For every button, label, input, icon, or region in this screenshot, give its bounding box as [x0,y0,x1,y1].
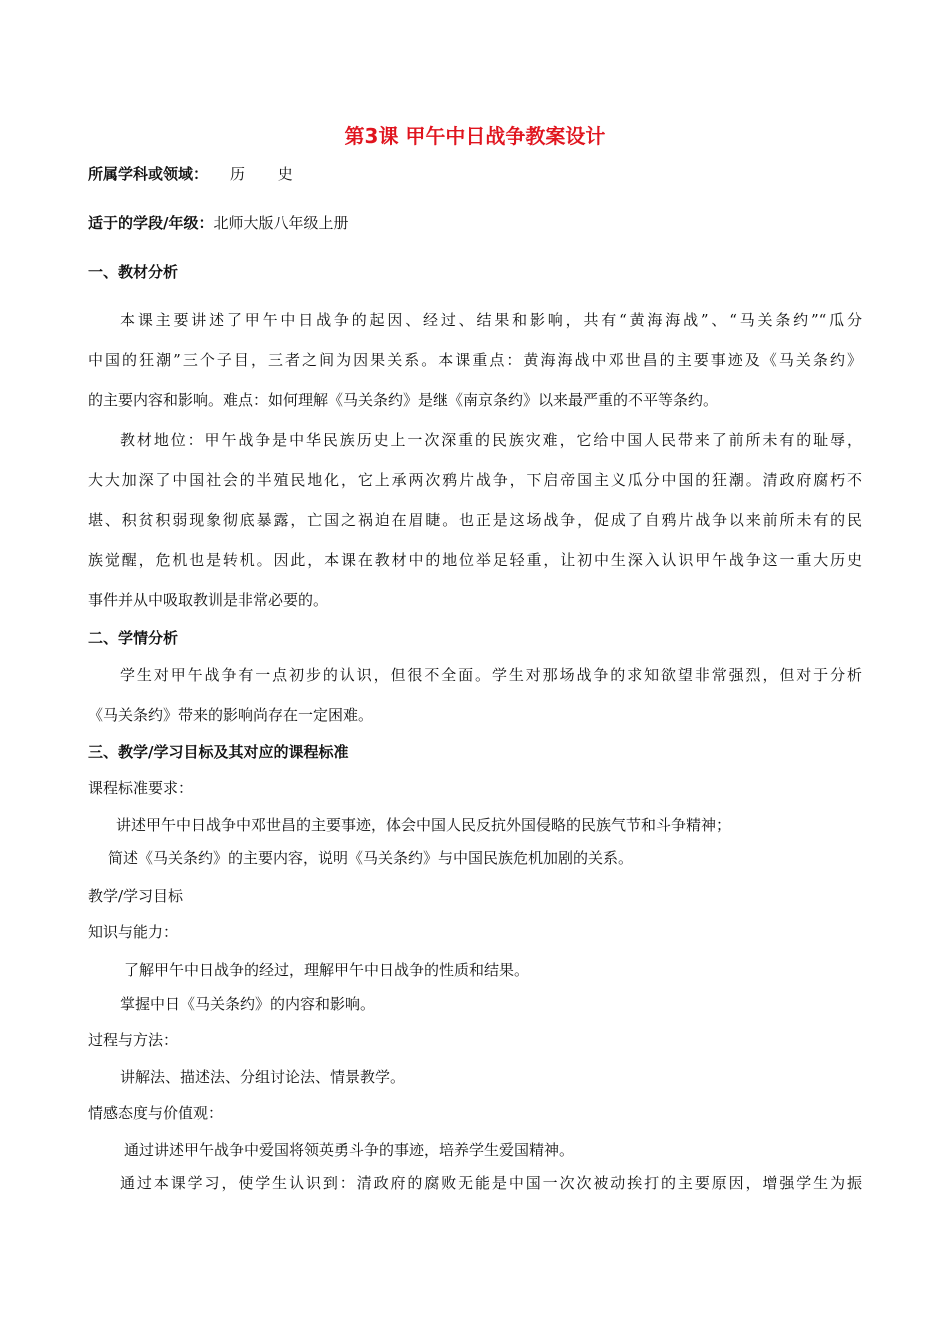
goals-label: 教学/学习目标 [88,887,184,905]
paragraph-line: 堪、积贫积弱现象彻底暴露，亡国之祸迫在眉睫。也正是这场战争，促成了自鸦片战争以来前所未有的民 [88,511,862,529]
section-heading-2: 二、学情分析 [88,629,179,647]
paragraph-line: 大大加深了中国社会的半殖民地化，它上承两次鸦片战争，下启帝国主义瓜分中国的狂潮。清政府腐朽不 [88,471,862,489]
subject-value: 历 史 [230,165,307,183]
process-label: 过程与方法： [88,1031,179,1049]
paragraph-line: 本课主要讲述了甲午中日战争的起因、经过、结果和影响，共有“黄海海战”、“马关条约”“瓜分 [120,311,862,329]
subject-label: 所属学科或领域： [88,165,209,183]
knowledge-label: 知识与能力： [88,923,179,941]
knowledge-item: 掌握中日《马关条约》的内容和影响。 [120,995,376,1013]
subject-row [88,164,307,184]
paragraph-line: 事件并从中吸取教训是非常必要的。 [88,591,329,609]
section-heading-1: 一、教材分析 [88,263,179,281]
paragraph-line: 的主要内容和影响。难点：如何理解《马关条约》是继《南京条约》以来最严重的不平等条约。 [88,391,719,409]
standard-item: 简述《马关条约》的主要内容，说明《马关条约》与中国民族危机加剧的关系。 [108,849,634,867]
standard-item: 讲述甲午中日战争中邓世昌的主要事迹，体会中国人民反抗外国侵略的民族气节和斗争精神； [116,816,732,834]
emotion-item: 通过本课学习，使学生认识到：清政府的腐败无能是中国一次次被动挨打的主要原因，增强学生为振 [120,1174,862,1192]
section-heading-3: 三、教学/学习目标及其对应的课程标准 [88,743,349,761]
paragraph-line: 教材地位：甲午战争是中华民族历史上一次深重的民族灾难，它给中国人民带来了前所未有的耻辱， [120,431,862,449]
grade-value: 北师大版八年级上册 [213,214,349,232]
process-item: 讲解法、描述法、分组讨论法、情景教学。 [120,1068,406,1086]
paragraph-line: 中国的狂潮”三个子目，三者之间为因果关系。本课重点：黄海海战中邓世昌的主要事迹及《马关条约》 [88,351,862,369]
standards-label: 课程标准要求： [88,779,194,797]
paragraph-line: 族觉醒，危机也是转机。因此，本课在教材中的地位举足轻重，让初中生深入认识甲午战争这一重大历史 [88,551,862,569]
paragraph-line: 学生对甲午战争有一点初步的认识，但很不全面。学生对那场战争的求知欲望非常强烈，但对于分析 [120,666,862,684]
paragraph-line: 《马关条约》带来的影响尚存在一定困难。 [88,706,374,724]
grade-row [88,213,349,233]
knowledge-item: 了解甲午中日战争的经过，理解甲午中日战争的性质和结果。 [124,961,530,979]
emotion-label: 情感态度与价值观： [88,1104,224,1122]
page-title: 第3课 甲午中日战争教案设计 [344,124,606,148]
emotion-item: 通过讲述甲午战争中爱国将领英勇斗争的事迹，培养学生爱国精神。 [124,1141,575,1159]
grade-label: 适于的学段/年级： [88,214,214,232]
